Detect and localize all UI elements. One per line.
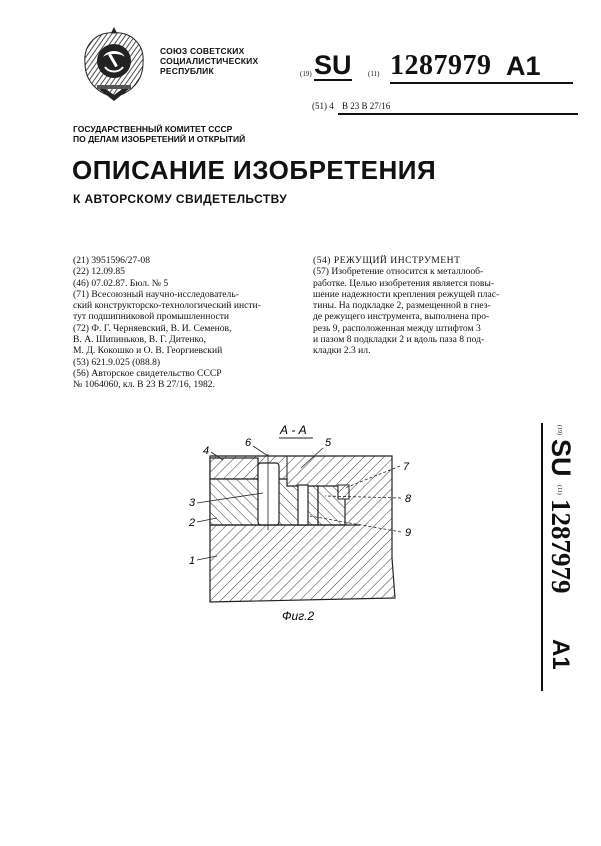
side-country-code: SU (546, 439, 576, 477)
abstract (313, 255, 538, 357)
union-line: СОЮЗ СОВЕТСКИХ (160, 46, 245, 56)
biblio-line: тут подшипниковой промышленности (73, 311, 230, 323)
section-label: А - А (280, 423, 307, 437)
slot-part-9 (298, 485, 308, 525)
callout-6: 6 (245, 437, 252, 449)
biblio-line: (71) Всесоюзный научно-исследователь- (73, 288, 239, 300)
side-kind-code: A1 (547, 639, 574, 670)
biblio-line: (21) 3951596/27-08 (73, 255, 151, 266)
inid-code-51: (51) 4 (312, 101, 334, 111)
publication-number (300, 52, 575, 84)
plate-part-4 (210, 458, 258, 479)
abstract-line: кладки 2.3 ил. (313, 345, 371, 357)
invention-title: (54) РЕЖУЩИЙ ИНСТРУМЕНТ (313, 255, 461, 266)
country-code: SU (314, 50, 352, 80)
callout-3: 3 (189, 497, 196, 509)
ipc-rule (338, 113, 578, 115)
callout-7: 7 (403, 461, 410, 473)
callout-8: 8 (405, 493, 412, 505)
abstract-line: тины. На подкладке 2, размещенной в гнез- (313, 300, 491, 312)
abstract-line: резь 9, расположенная между штифтом 3 (313, 322, 481, 334)
inid-code-11: (11) (368, 70, 380, 78)
biblio-line: (56) Авторское свидетельство СССР (73, 367, 222, 379)
ipc-code: B 23 B 27/16 (342, 101, 391, 111)
biblio-line: (22) 12.09.85 (73, 266, 125, 278)
side-rule (541, 423, 543, 691)
committee-line: ГОСУДАРСТВЕННЫЙ КОМИТЕТ СССР (73, 124, 233, 134)
biblio-line: (72) Ф. Г. Черняевский, В. И. Семенов, (73, 322, 232, 334)
union-line: СОЦИАЛИСТИЧЕСКИХ (160, 56, 259, 66)
abstract-line: де режущего инструмента, выполнена про- (313, 311, 490, 323)
ipc-classification (312, 101, 390, 111)
abstract-line: шение надежности крепления режущей плас- (313, 288, 500, 300)
bibliographic-data (73, 255, 298, 391)
kind-code: A1 (506, 51, 541, 81)
inid-code-19: (19) (300, 70, 312, 78)
biblio-line: (53) 621.9.025 (088.8) (73, 356, 161, 368)
callout-9: 9 (405, 527, 412, 539)
abstract-line: работке. Целью изобретения является повы- (313, 277, 495, 289)
abstract-line: (57) Изобретение относится к металлооб- (313, 266, 484, 278)
patent-number: 1287979 (390, 50, 492, 81)
union-name (160, 46, 258, 76)
patent-number-rule (390, 82, 573, 84)
biblio-line: ский конструкторско-технологический инсти- (73, 300, 261, 312)
callout-4: 4 (203, 445, 210, 457)
callout-2: 2 (189, 517, 196, 529)
biblio-line: № 1064060, кл. В 23 В 27/16, 1982. (73, 379, 215, 391)
side-inid-11: (11) (556, 485, 562, 495)
callout-5: 5 (325, 437, 332, 449)
side-margin-number (540, 423, 580, 691)
pin-part-3 (258, 463, 279, 525)
document-subtitle: К АВТОРСКОМУ СВИДЕТЕЛЬСТВУ (73, 192, 288, 206)
side-inid-19: (19) (556, 425, 562, 435)
abstract-line: и пазом 8 подкладки 2 и вдоль паза 8 под- (313, 334, 485, 346)
document-title: ОПИСАНИЕ ИЗОБРЕТЕНИЯ (72, 155, 437, 185)
ussr-emblem-icon (75, 23, 153, 105)
committee-name (73, 124, 245, 144)
biblio-line: В. А. Шипиньков, В. Г. Дитенко, (73, 334, 206, 346)
union-line: РЕСПУБЛИК (160, 66, 214, 76)
committee-line: ПО ДЕЛАМ ИЗОБРЕТЕНИЙ И ОТКРЫТИЙ (73, 134, 246, 144)
callout-1: 1 (189, 555, 196, 567)
figure-2-drawing (175, 418, 420, 628)
figure-caption: Фиг.2 (282, 609, 315, 623)
biblio-line: М. Д. Кокошко и О. В. Георгиевский (73, 345, 223, 357)
biblio-line: (46) 07.02.87. Бюл. № 5 (73, 277, 169, 289)
side-patent-number: 1287979 (546, 499, 576, 594)
